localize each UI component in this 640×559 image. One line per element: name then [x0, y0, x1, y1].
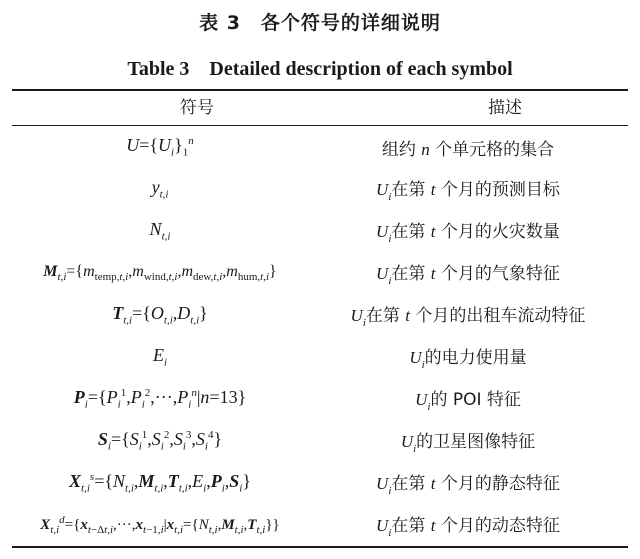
table-caption-english: Table 3 Detailed description of each symbol — [127, 58, 513, 80]
table-row — [12, 420, 628, 462]
table-caption-chinese: 表 3 各个符号的详细说明 — [199, 12, 441, 34]
table-row — [12, 336, 628, 378]
symbol-cell: $y_{t,i}$ — [151, 177, 169, 201]
table-row — [12, 210, 628, 252]
symbol-cell: $U=\{U_i\}_1^n$ — [126, 135, 194, 159]
symbol-cell: $N_{t,i}$ — [149, 219, 171, 243]
description-cell: $U_i$的卫星图像特征 — [400, 432, 536, 455]
symbol-cell: $X_{t,i}^s=\{N_{t,i},M_{t,i},T_{t,i},E_i,P_i,S_i\}$ — [69, 471, 251, 495]
symbol-cell: $S_i=\{S_i^1,S_i^2,S_i^3,S_i^4\}$ — [97, 429, 223, 453]
table-row — [12, 462, 628, 504]
symbol-cell: $T_{t,i}=\{O_{t,i},D_{t,i}\}$ — [112, 303, 208, 327]
table-row — [12, 126, 628, 168]
table-row — [12, 378, 628, 420]
description-cell: $U_i$在第 t 个月的出租车流动特征 — [350, 306, 586, 329]
symbol-cell: $M_{t,i}=\{m_{temp,t,i},m_{wind,t,i},m_{dew,t,i},m_{hum,t,i}\}$ — [43, 262, 277, 284]
table-row — [12, 168, 628, 210]
description-cell: $U_i$在第 t 个月的静态特征 — [376, 474, 560, 497]
symbol-cell: $P_i=\{P_i^1,P_i^2,\cdot\cdot\cdot,P_i^n|n=13\}$ — [73, 387, 247, 411]
description-cell: $U_i$在第 t 个月的动态特征 — [376, 516, 560, 539]
description-cell: 组约 n 个单元格的集合 — [381, 139, 555, 160]
table-bottom-rule — [12, 546, 628, 548]
table-row — [12, 252, 628, 294]
description-cell: $U_i$的 POI 特征 — [415, 390, 521, 413]
table-top-rule — [12, 89, 628, 91]
description-cell: $U_i$的电力使用量 — [409, 348, 527, 371]
header-symbol: 符号 — [180, 98, 214, 118]
description-cell: $U_i$在第 t 个月的气象特征 — [376, 264, 560, 287]
symbol-cell: $E_i$ — [152, 345, 168, 369]
symbol-cell: $X_{t,i}^d=\{x_{t-\Delta t,i},\cdot\cdot\cdot,x_{t-1,i}|x_{t,i}=\{N_{t,i},M_{t,i},T_{t,i}\}\}$ — [40, 514, 280, 536]
table-row — [12, 294, 628, 336]
description-cell: $U_i$在第 t 个月的火灾数量 — [376, 222, 560, 245]
header-description: 描述 — [488, 98, 522, 118]
table-row — [12, 504, 628, 546]
description-cell: $U_i$在第 t 个月的预测目标 — [376, 180, 560, 203]
